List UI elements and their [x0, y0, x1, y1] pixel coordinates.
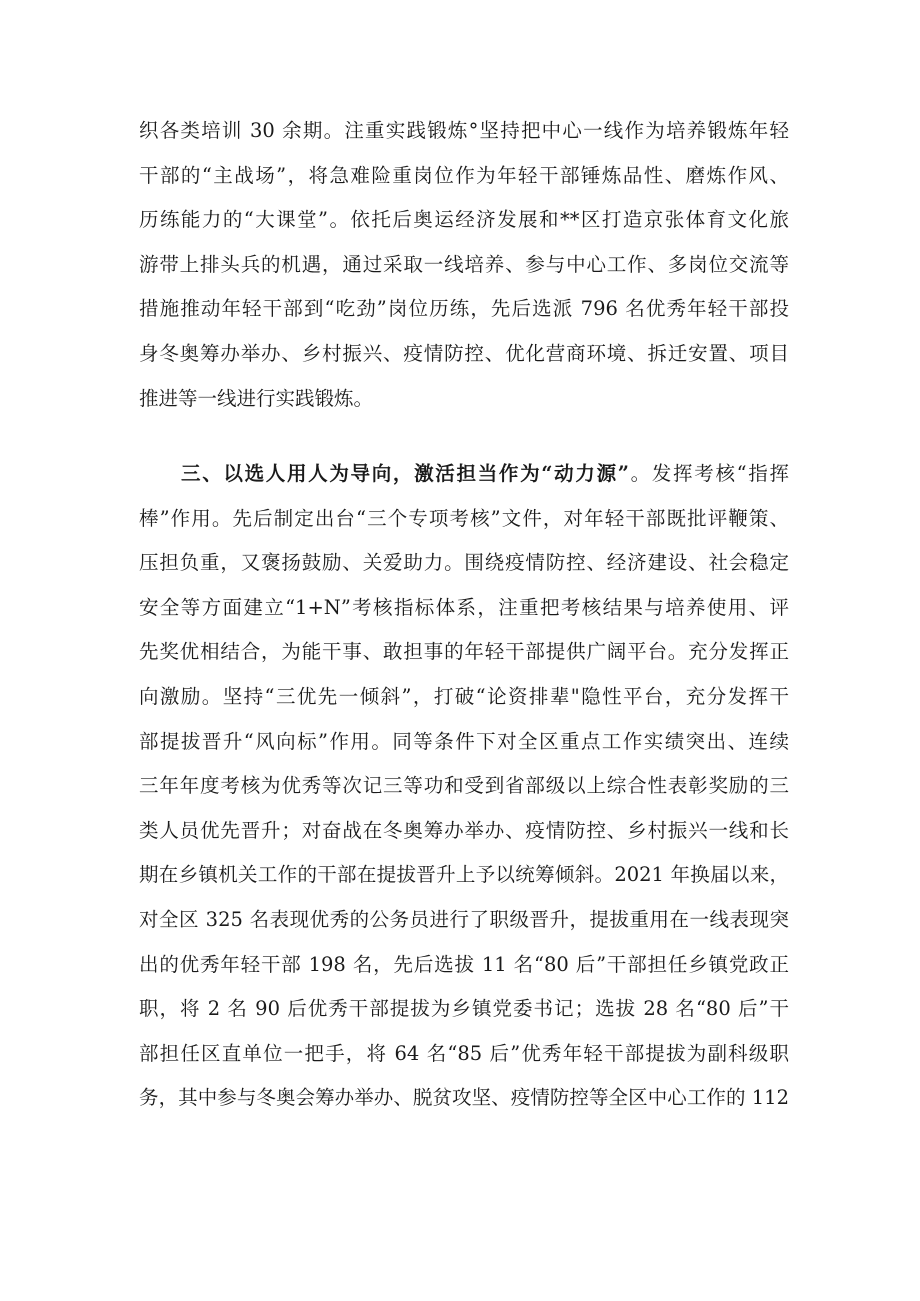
- paragraph-section-three: [139, 452, 789, 1121]
- section-heading: 三、以选人用人为导向，激活担当作为“动力源”: [181, 462, 629, 485]
- text-line: 务，其中参与冬奥会筹办举办、脱贫攻坚、疫情防控等全区中心工作的 112: [139, 1086, 789, 1110]
- text-line: 游带上排头兵的机遇，通过采取一线培养、参与中心工作、多岗位交流等: [139, 252, 789, 276]
- text-line: 先奖优相结合，为能干事、敢担事的年轻干部提供广阔平台。充分发挥正: [139, 640, 789, 664]
- text-line: 身冬奥筹办举办、乡村振兴、疫情防控、优化营商环境、拆迁安置、项目: [139, 341, 789, 365]
- text-line: 织各类培训 30 余期。注重实践锻炼°坚持把中心一线作为培养锻炼年轻: [139, 119, 789, 142]
- text-line: 三年年度考核为优秀等次记三等功和受到省部级以上综合性表彰奖励的三: [139, 774, 789, 798]
- text-line: 部提拔晋升“风向标”作用。同等条件下对全区重点工作实绩突出、连续: [139, 729, 789, 753]
- text-line: 期在乡镇机关工作的干部在提拔晋升上予以统筹倾斜。2021 年换届以来，: [139, 863, 789, 887]
- text-line: 对全区 325 名表现优秀的公务员进行了职级晋升，提拔重用在一线表现突: [139, 907, 789, 931]
- section-heading-line: [139, 452, 789, 497]
- text-line: 压担负重，又褒扬鼓励、关爱助力。围绕疫情防控、经济建设、社会稳定: [139, 551, 789, 575]
- text-line: 推进等一线进行实践锻炼。: [139, 386, 374, 410]
- text-line: 向激励。坚持“三优先一倾斜”，打破“论资排辈"隐性平台，充分发挥干: [139, 684, 789, 708]
- paragraph-training-practice: [139, 109, 789, 421]
- text-line: 职，将 2 名 90 后优秀干部提拔为乡镇党委书记；选拔 28 名“80 后”干: [139, 997, 789, 1021]
- text-line: 棒”作用。先后制定出台“三个专项考核”文件，对年轻干部既批评鞭策、: [139, 506, 789, 530]
- text-line: 出的优秀年轻干部 198 名，先后选拔 11 名“80 后”干部担任乡镇党政正: [139, 952, 789, 976]
- text-line: 部担任区直单位一把手，将 64 名“85 后”优秀年轻干部提拔为副科级职: [139, 1041, 789, 1065]
- text-line: 历练能力的“大课堂”。依托后奥运经济发展和**区打造京张体育文化旅: [139, 208, 789, 232]
- text-line: 措施推动年轻干部到“吃劲”岗位历练，先后选派 796 名优秀年轻干部投: [139, 297, 789, 321]
- text-line: 类人员优先晋升；对奋战在冬奥筹办举办、疫情防控、乡村振兴一线和长: [139, 818, 789, 842]
- text-line: 安全等方面建立“1+N”考核指标体系，注重把考核结果与培养使用、评: [139, 595, 789, 619]
- heading-line-rest: 。发挥考核“指挥: [628, 462, 789, 485]
- text-line: 干部的“主战场”，将急难险重岗位作为年轻干部锤炼品性、磨炼作风、: [139, 163, 789, 187]
